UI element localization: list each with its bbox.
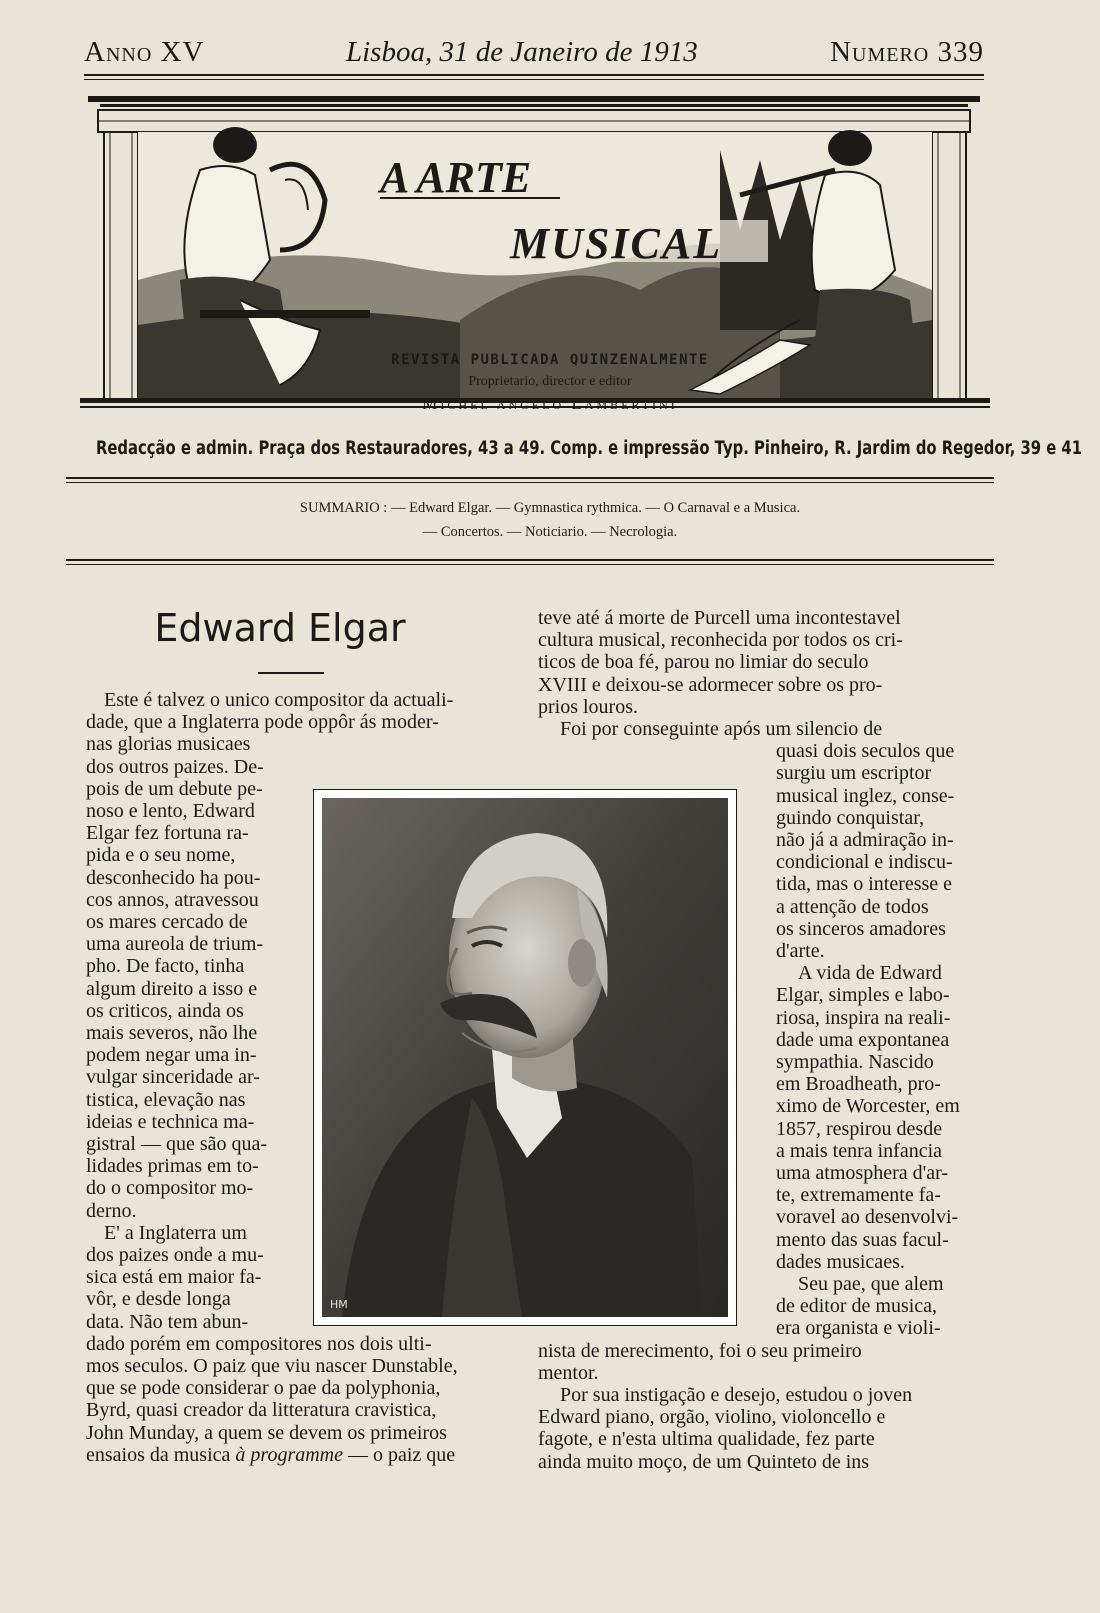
text-line: derno. bbox=[86, 1199, 137, 1222]
text-line: musical inglez, conse- bbox=[776, 784, 955, 807]
address-line: Redacção e admin. Praça dos Restauradores, 43 a 49. Comp. e impressão Typ. Pinheiro, R. Jardim do Regedor, 39 e 41 bbox=[96, 438, 1082, 459]
text-line: não já a admiração in- bbox=[776, 829, 954, 851]
text-line: Elgar fez fortuna ra- bbox=[86, 822, 249, 845]
place-date: Lisboa, 31 de Janeiro de 1913 bbox=[346, 36, 698, 68]
text-line: Foi por conseguinte após um silencio de bbox=[560, 718, 883, 740]
text-line: cos annos, atravessou bbox=[86, 888, 259, 911]
text-line: uma aureola de trium- bbox=[86, 933, 264, 956]
text-line: vôr, e desde longa bbox=[86, 1288, 231, 1311]
text-fragment: — o paiz que bbox=[343, 1443, 456, 1466]
masthead-subtitle-word: MUSICAL bbox=[510, 219, 723, 268]
text-line: tida, mas o interesse e bbox=[776, 873, 953, 896]
text-line: sympathia. Nascido bbox=[776, 1051, 934, 1073]
portrait-image bbox=[322, 798, 728, 1317]
summary-bottom-rule bbox=[66, 559, 994, 561]
text-line: dade uma expontanea bbox=[776, 1028, 950, 1051]
text-line: prios louros. bbox=[538, 695, 638, 718]
text-line: guindo conquistar, bbox=[776, 806, 925, 829]
summary-bottom-rule-thin bbox=[66, 564, 994, 565]
text-line: era organista e violi- bbox=[776, 1317, 941, 1340]
photographer-mark: HM bbox=[330, 1298, 348, 1311]
summary-line-1: SUMMARIO : — Edward Elgar. — Gymnastica rythmica. — O Carnaval e a Musica. bbox=[299, 500, 801, 516]
text-line: algum direito a isso e bbox=[86, 977, 258, 1000]
publication-frequency: REVISTA PUBLICADA QUINZENALMENTE bbox=[391, 352, 709, 368]
text-line: Seu pae, que alem bbox=[798, 1273, 944, 1295]
text-line: a mais tenra infancia bbox=[776, 1139, 943, 1162]
masthead-bottom-rule-thin bbox=[66, 482, 994, 483]
text-line: noso e lento, Edward bbox=[86, 800, 255, 822]
issue-number: Numero 339 bbox=[830, 36, 984, 68]
text-line: do o compositor mo- bbox=[86, 1177, 254, 1200]
text-line: data. Não tem abun- bbox=[86, 1310, 249, 1333]
text-line: que se pode considerar o pae da polyphonia, bbox=[86, 1377, 441, 1400]
text-line: Byrd, quasi creador da litteratura cravistica, bbox=[86, 1399, 437, 1422]
text-line: os sinceros amadores bbox=[776, 917, 946, 940]
text-line: riosa, inspira na reali- bbox=[776, 1006, 951, 1029]
volume-label: Anno XV bbox=[84, 36, 205, 68]
portrait-photo bbox=[313, 789, 737, 1326]
masthead-bottom-rule bbox=[66, 477, 994, 479]
text-line: podem negar uma in- bbox=[86, 1044, 257, 1067]
masthead-title: A ARTE bbox=[380, 153, 532, 202]
text-line bbox=[86, 1444, 455, 1466]
text-line: Este é talvez o unico compositor da actuali- bbox=[104, 689, 454, 711]
text-line: dos outros paizes. De- bbox=[86, 755, 264, 778]
text-line: vulgar sinceridade ar- bbox=[86, 1066, 260, 1089]
text-line: lidades primas em to- bbox=[86, 1155, 259, 1178]
text-line: pho. De facto, tinha bbox=[86, 955, 245, 978]
text-line: nista de merecimento, foi o seu primeiro bbox=[538, 1339, 862, 1362]
text-line: te, extremamente fa- bbox=[776, 1184, 941, 1207]
text-line: os criticos, ainda os bbox=[86, 999, 244, 1022]
text-line: dade, que a Inglaterra pode oppôr ás moder- bbox=[86, 711, 439, 734]
summary-line-2: — Concertos. — Noticiario. — Necrologia. bbox=[422, 524, 678, 540]
title-divider bbox=[258, 672, 324, 674]
text-line: fagote, e n'esta ultima qualidade, fez parte bbox=[538, 1428, 875, 1451]
text-line: d'arte. bbox=[776, 940, 825, 962]
text-line: dades musicaes. bbox=[776, 1250, 905, 1273]
text-line: John Munday, a quem se devem os primeiros bbox=[86, 1421, 447, 1444]
text-line: dos paizes onde a mu- bbox=[86, 1244, 264, 1266]
issue-header bbox=[84, 36, 984, 72]
text-line: mento das suas facul- bbox=[776, 1228, 949, 1251]
text-line: Edward piano, orgão, violino, violoncello e bbox=[538, 1406, 886, 1429]
italic-term: à programme bbox=[235, 1443, 343, 1466]
text-line: sica está em maior fa- bbox=[86, 1266, 262, 1289]
text-line: nas glorias musicaes bbox=[86, 733, 251, 756]
text-line: cultura musical, reconhecida por todos os cri- bbox=[538, 629, 903, 652]
text-line: os mares cercado de bbox=[86, 911, 248, 933]
text-line: 1857, respirou desde bbox=[776, 1117, 943, 1140]
proprietor-name: Michel'angelo Lambertini bbox=[422, 394, 678, 413]
text-line: ainda muito moço, de um Quinteto de ins bbox=[538, 1450, 870, 1473]
text-line: mos seculos. O paiz que viu nascer Dunstable, bbox=[86, 1355, 458, 1377]
text-line: em Broadheath, pro- bbox=[776, 1073, 941, 1096]
text-line: Por sua instigação e desejo, estudou o joven bbox=[560, 1384, 913, 1406]
text-line: ticos de boa fé, parou no limiar do seculo bbox=[538, 651, 869, 674]
text-line: A vida de Edward bbox=[798, 962, 942, 985]
header-rule-thin bbox=[84, 79, 984, 80]
text-line: mentor. bbox=[538, 1361, 599, 1384]
masthead-illustration bbox=[80, 90, 990, 420]
text-line: Elgar, simples e labo- bbox=[776, 984, 950, 1007]
text-line: gistral — que são qua- bbox=[86, 1133, 268, 1155]
text-line: teve até á morte de Purcell uma incontestavel bbox=[538, 607, 901, 629]
proprietor-label: Proprietario, director e editor bbox=[468, 374, 632, 389]
text-line: uma atmosphera d'ar- bbox=[776, 1162, 949, 1184]
text-line: pois de um debute pe- bbox=[86, 777, 263, 800]
text-line: ximo de Worcester, em bbox=[776, 1095, 960, 1118]
text-line: pida e o seu nome, bbox=[86, 844, 236, 867]
text-line: tistica, elevação nas bbox=[86, 1088, 246, 1111]
text-line: a attenção de todos bbox=[776, 895, 929, 918]
text-line: voravel ao desenvolvi- bbox=[776, 1206, 959, 1229]
text-line: desconhecido ha pou- bbox=[86, 866, 261, 889]
text-fragment: ensaios da musica bbox=[86, 1443, 236, 1466]
text-line: E' a Inglaterra um bbox=[104, 1221, 247, 1244]
text-line: mais severos, não lhe bbox=[86, 1022, 258, 1044]
text-line: dado porém em compositores nos dois ulti- bbox=[86, 1332, 432, 1355]
text-line: ideias e technica ma- bbox=[86, 1110, 255, 1133]
article-title: Edward Elgar bbox=[154, 606, 406, 650]
text-line: de editor de musica, bbox=[776, 1295, 938, 1318]
text-line: condicional e indiscu- bbox=[776, 851, 953, 874]
text-line: XVIII e deixou-se adormecer sobre os pro- bbox=[538, 673, 883, 696]
text-line: surgiu um escriptor bbox=[776, 762, 932, 785]
header-rule bbox=[84, 74, 984, 76]
text-line: quasi dois seculos que bbox=[776, 740, 955, 763]
